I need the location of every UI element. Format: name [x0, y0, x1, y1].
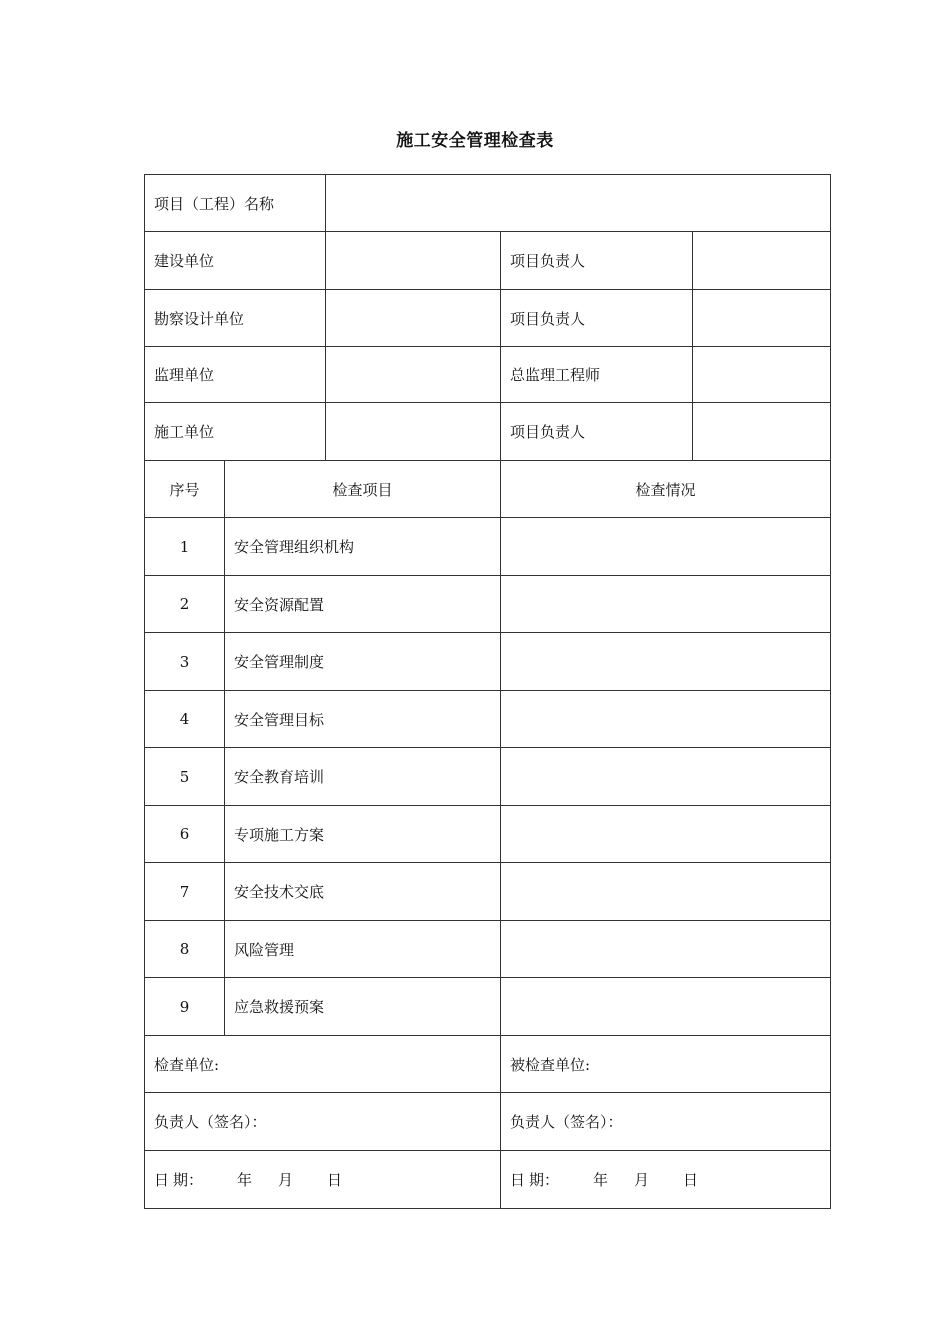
- supervision-unit-row: [145, 347, 831, 403]
- project-name-row: [145, 175, 831, 232]
- checklist-header-row: [145, 461, 831, 518]
- table-row: [145, 691, 831, 748]
- contractor-unit-label: 施工单位: [145, 403, 326, 461]
- item-no: 2: [145, 576, 225, 633]
- inspection-form-table: [144, 174, 831, 1209]
- construction-unit-label: 建设单位: [145, 232, 326, 290]
- date-month-char: 月: [634, 1171, 650, 1189]
- supervision-unit-label: 监理单位: [145, 347, 326, 403]
- table-row: [145, 921, 831, 978]
- item-status-field[interactable]: [501, 518, 831, 576]
- item-no: 7: [145, 863, 225, 921]
- item-name: 安全管理制度: [225, 633, 501, 691]
- contractor-manager-label: 项目负责人: [501, 403, 693, 461]
- construction-manager-label: 项目负责人: [501, 232, 693, 290]
- survey-design-unit-label: 勘察设计单位: [145, 290, 326, 347]
- item-status-field[interactable]: [501, 863, 831, 921]
- item-no: 4: [145, 691, 225, 748]
- item-no: 6: [145, 806, 225, 863]
- table-row: [145, 518, 831, 576]
- header-check-status: 检查情况: [501, 461, 831, 518]
- supervision-unit-field[interactable]: [326, 347, 501, 403]
- inspecting-unit-label: 检查单位:: [145, 1036, 501, 1093]
- item-name: 安全教育培训: [225, 748, 501, 806]
- date-qi-char: 期：: [529, 1171, 560, 1189]
- date-year-char: 年: [593, 1171, 609, 1189]
- table-row: [145, 748, 831, 806]
- contractor-unit-row: [145, 403, 831, 461]
- item-status-field[interactable]: [501, 748, 831, 806]
- date-qi-char: 期：: [173, 1171, 204, 1189]
- contractor-unit-field[interactable]: [326, 403, 501, 461]
- item-name: 安全管理目标: [225, 691, 501, 748]
- item-status-field[interactable]: [501, 633, 831, 691]
- header-serial-no: 序号: [145, 461, 225, 518]
- date-day-char: 日: [683, 1171, 699, 1189]
- table-row: [145, 806, 831, 863]
- table-row: [145, 633, 831, 691]
- contractor-manager-field[interactable]: [693, 403, 831, 461]
- project-name-label: 项目（工程）名称: [145, 175, 326, 232]
- survey-design-manager-label: 项目负责人: [501, 290, 693, 347]
- item-status-field[interactable]: [501, 691, 831, 748]
- date-ri-char: 日: [510, 1171, 526, 1189]
- signoff-unit-row: [145, 1036, 831, 1093]
- item-name: 安全管理组织机构: [225, 518, 501, 576]
- item-no: 9: [145, 978, 225, 1036]
- inspecting-date: [145, 1151, 501, 1209]
- construction-unit-row: [145, 232, 831, 290]
- signoff-date-row: [145, 1151, 831, 1209]
- date-ri-char: 日: [154, 1171, 170, 1189]
- inspecting-responsible-sign: 负责人（签名）：: [145, 1093, 501, 1151]
- form-title: 施工安全管理检查表: [396, 131, 554, 151]
- item-status-field[interactable]: [501, 806, 831, 863]
- inspected-date: [501, 1151, 831, 1209]
- item-name: 专项施工方案: [225, 806, 501, 863]
- survey-design-unit-field[interactable]: [326, 290, 501, 347]
- item-no: 3: [145, 633, 225, 691]
- item-name: 应急救援预案: [225, 978, 501, 1036]
- item-name: 安全资源配置: [225, 576, 501, 633]
- item-status-field[interactable]: [501, 978, 831, 1036]
- date-month-char: 月: [278, 1171, 294, 1189]
- table-row: [145, 863, 831, 921]
- item-name: 安全技术交底: [225, 863, 501, 921]
- table-row: [145, 978, 831, 1036]
- date-day-char: 日: [327, 1171, 343, 1189]
- inspected-responsible-sign: 负责人（签名）：: [501, 1093, 831, 1151]
- item-status-field[interactable]: [501, 576, 831, 633]
- item-no: 8: [145, 921, 225, 978]
- construction-unit-field[interactable]: [326, 232, 501, 290]
- chief-supervisor-field[interactable]: [693, 347, 831, 403]
- construction-manager-field[interactable]: [693, 232, 831, 290]
- date-year-char: 年: [237, 1171, 253, 1189]
- table-row: [145, 576, 831, 633]
- survey-design-manager-field[interactable]: [693, 290, 831, 347]
- item-no: 5: [145, 748, 225, 806]
- item-no: 1: [145, 518, 225, 576]
- inspected-unit-label: 被检查单位:: [501, 1036, 831, 1093]
- chief-supervisor-label: 总监理工程师: [501, 347, 693, 403]
- project-name-field[interactable]: [326, 175, 831, 232]
- item-status-field[interactable]: [501, 921, 831, 978]
- item-name: 风险管理: [225, 921, 501, 978]
- signoff-signature-row: [145, 1093, 831, 1151]
- survey-design-unit-row: [145, 290, 831, 347]
- header-check-item: 检查项目: [225, 461, 501, 518]
